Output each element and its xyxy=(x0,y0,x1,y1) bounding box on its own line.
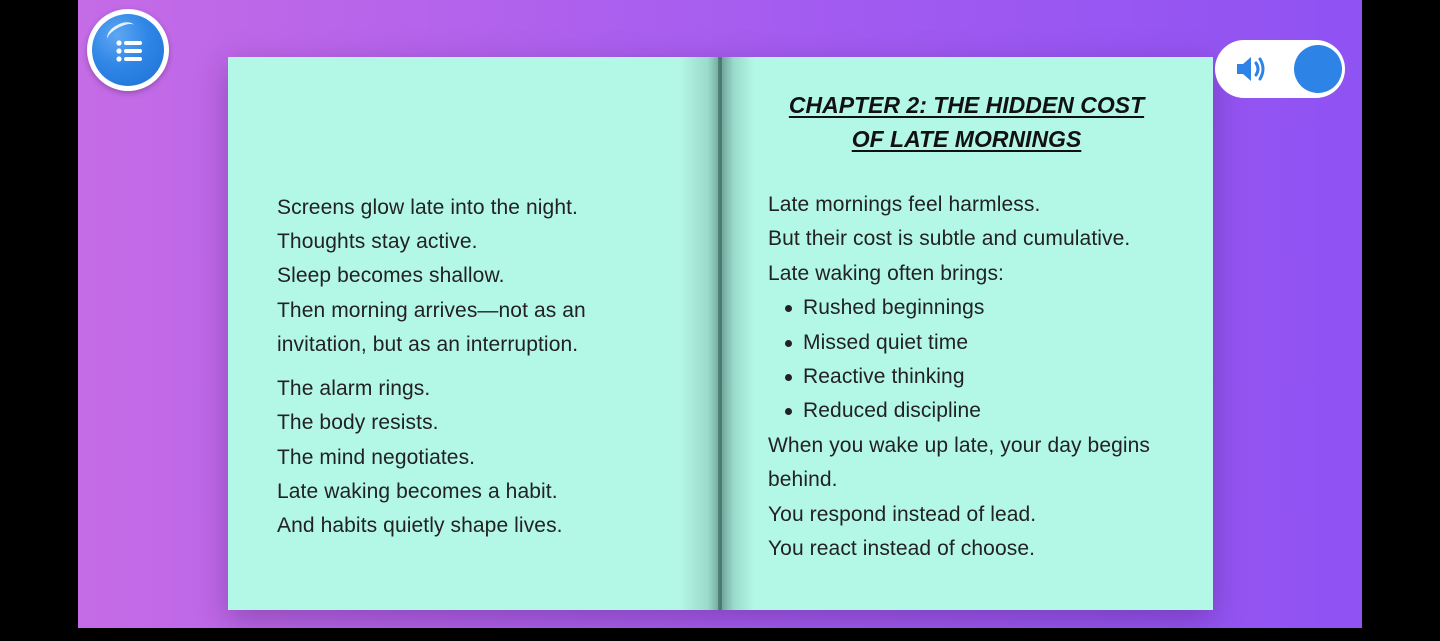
left-page-line: The alarm rings. xyxy=(277,377,431,400)
toggle-knob[interactable] xyxy=(1294,45,1342,93)
left-page-line: The body resists. xyxy=(277,411,439,434)
left-page-line: Thoughts stay active. xyxy=(277,230,478,253)
menu-button-face xyxy=(92,14,164,86)
open-book xyxy=(228,57,1213,610)
left-page-line: The mind negotiates. xyxy=(277,446,476,469)
right-page[interactable] xyxy=(720,57,1213,610)
app-canvas xyxy=(78,0,1362,628)
right-page-line: But their cost is subtle and cumulative. xyxy=(768,227,1131,250)
left-page-line: Late waking becomes a habit. xyxy=(277,480,558,503)
left-page-line: Sleep becomes shallow. xyxy=(277,264,505,287)
bullet-text: Reduced discipline xyxy=(803,399,982,422)
left-page-line: Screens glow late into the night. xyxy=(277,196,578,219)
right-page-line: behind. xyxy=(768,468,838,491)
bullet-dot xyxy=(785,305,792,312)
bullet-text: Missed quiet time xyxy=(803,331,969,354)
spine-shadow xyxy=(720,57,754,610)
bullet-dot xyxy=(785,374,792,381)
chapter-title-line1: CHAPTER 2: THE HIDDEN COST xyxy=(788,92,1145,118)
bullet-dot xyxy=(785,340,792,347)
speaker-icon xyxy=(1235,55,1269,83)
chapter-title-line2: OF LATE MORNINGS xyxy=(851,126,1082,152)
right-page-line: You respond instead of lead. xyxy=(768,503,1037,526)
spine-shadow xyxy=(680,57,720,610)
bullet-text: Rushed beginnings xyxy=(803,296,985,319)
left-page-line: And habits quietly shape lives. xyxy=(277,514,563,537)
bullet-dot xyxy=(785,408,792,415)
bullet-text: Reactive thinking xyxy=(803,365,965,388)
right-page-line: When you wake up late, your day begins xyxy=(768,434,1151,457)
audio-toggle[interactable] xyxy=(1215,40,1345,98)
book-spine xyxy=(718,57,722,610)
left-page[interactable] xyxy=(228,57,720,610)
left-page-line: invitation, but as an interruption. xyxy=(277,333,579,356)
left-page-line: Then morning arrives—not as an xyxy=(277,299,586,322)
right-page-line: You react instead of choose. xyxy=(768,537,1036,560)
right-page-line: Late waking often brings: xyxy=(768,262,1004,285)
list-menu-icon xyxy=(116,40,142,62)
right-page-line: Late mornings feel harmless. xyxy=(768,193,1041,216)
menu-button[interactable] xyxy=(87,9,169,91)
